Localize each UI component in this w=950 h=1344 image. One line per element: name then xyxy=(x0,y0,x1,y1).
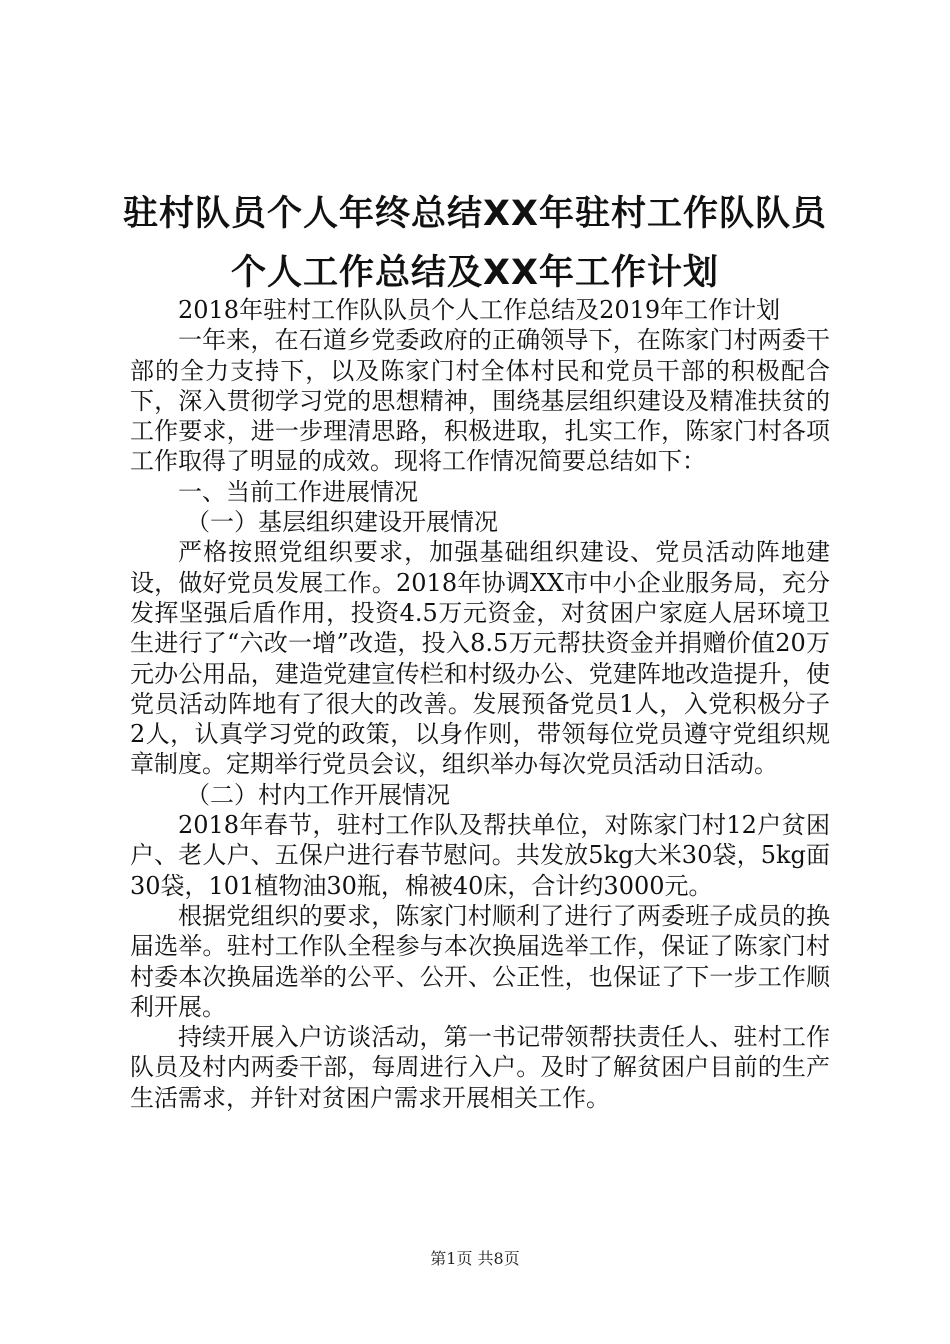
document-title-line-2: 个人工作总结及XX年工作计划 xyxy=(231,253,719,293)
document-title-line-1: 驻村队员个人年终总结XX年驻村工作队队员 xyxy=(123,194,827,234)
document-body xyxy=(130,295,830,1113)
subtitle-paragraph: 2018年驻村工作队队员个人工作总结及2019年工作计划 xyxy=(178,296,781,324)
body-paragraph: 2018年春节，驻村工作队及帮扶单位，对陈家门村12户贫困户、老人户、五保户进行春节慰问。共发放5kg大米30袋，5kg面30袋，101植物油30瓶，棉被40床，合计约3000元。 xyxy=(130,811,830,900)
intro-paragraph: 一年来，在石道乡党委政府的正确领导下，在陈家门村两委干部的全力支持下，以及陈家门村全体村民和党员干部的积极配合下，深入贯彻学习党的思想精神，围绕基层组织建设及精准扶贫的工作要求，进一步理清思路，积极进取，扎实工作，陈家门村各项工作取得了明显的成效。现将工作情况简要总结如下： xyxy=(130,326,830,476)
subsection-heading: （一）基层组织建设开展情况 xyxy=(186,508,498,537)
body-paragraph: 持续开展入户访谈活动，第一书记带领帮扶责任人、驻村工作队员及村内两委干部，每周进行入户。及时了解贫困户目前的生产生活需求，并针对贫困户需求开展相关工作。 xyxy=(130,1023,830,1112)
subsection-heading: （二）村内工作开展情况 xyxy=(186,780,450,809)
section-heading: 一、当前工作进展情况 xyxy=(178,477,418,506)
body-paragraph: 根据党组织的要求，陈家门村顺利了进行了两委班子成员的换届选举。驻村工作队全程参与本次换届选举工作，保证了陈家门村村委本次换届选举的公平、公开、公正性，也保证了下一步工作顺利开展。 xyxy=(130,901,830,1021)
page-footer: 第1页 共8页 xyxy=(430,1249,520,1268)
body-paragraph: 严格按照党组织要求，加强基础组织建设、党员活动阵地建设，做好党员发展工作。2018年协调XX市中小企业服务局，充分发挥坚强后盾作用，投资4.5万元资金，对贫困户家庭人居环境卫生进行了“六改一增”改造，投入8.5万元帮扶资金并捐赠价值20万元办公用品，建造党建宣传栏和村级办公、党建阵地改造提升，使党员活动阵地有了很大的改善。发展预备党员1人，入党积极分子2人，认真学习党的政策，以身作则，带领每位党员遵守党组织规章制度。定期举行党员会议，组织举办每次党员活动日活动。 xyxy=(130,538,830,779)
